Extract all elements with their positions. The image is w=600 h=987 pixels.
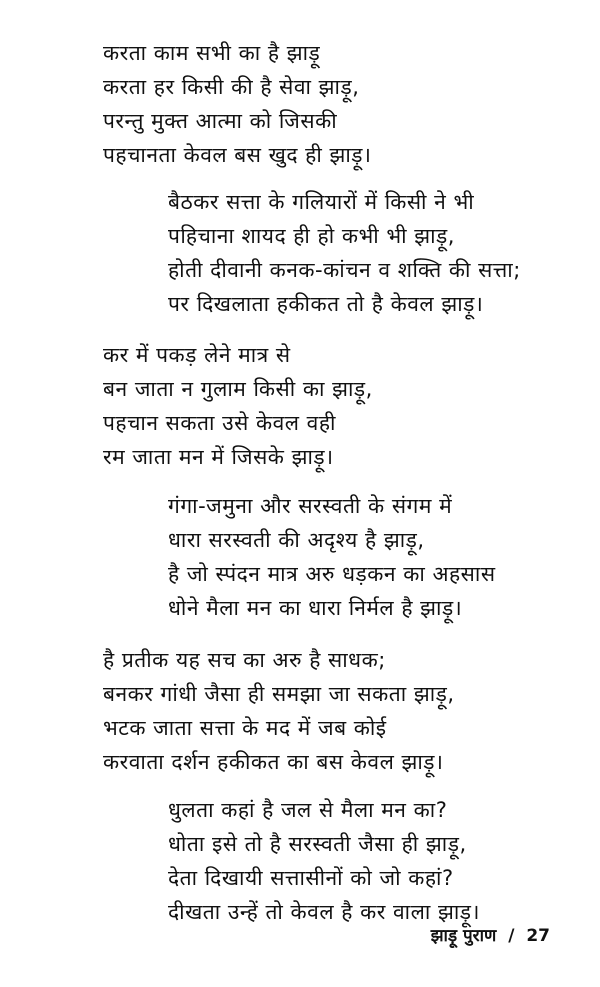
verse-line: है प्रतीक यह सच का अरु है साधक; [103, 648, 386, 672]
verse-line: बैठकर सत्ता के गलियारों में किसी ने भी [168, 190, 475, 214]
verse-line: गंगा-जमुना और सरस्वती के संगम में [168, 494, 453, 518]
verse-line: पहिचाना शायद ही हो कभी भी झाड़ू, [168, 224, 455, 248]
verse-line: करता काम सभी का है झाड़ू [103, 41, 321, 65]
verse-line: करवाता दर्शन हकीकत का बस केवल झाड़ू। [103, 750, 444, 774]
verse-line: करता हर किसी की है सेवा झाड़ू, [103, 75, 360, 99]
verse-line: धोता इसे तो है सरस्वती जैसा ही झाड़ू, [168, 832, 467, 856]
stanza-6 [168, 793, 480, 929]
book-title: झाड़ू पुराण [430, 926, 497, 946]
verse-line: धोने मैला मन का धारा निर्मल है झाड़ू। [168, 596, 463, 620]
verse-line: देता दिखायी सत्तासीनों को जो कहां? [168, 866, 454, 890]
verse-line: रम जाता मन में जिसके झाड़ू। [103, 445, 334, 469]
verse-line: परन्तु मुक्त आत्मा को जिसकी [103, 109, 338, 133]
stanza-5 [103, 643, 455, 779]
verse-line: बनकर गांधी जैसा ही समझा जा सकता झाड़ू, [103, 682, 455, 706]
stanza-3 [103, 338, 373, 474]
footer-separator: / [508, 926, 515, 946]
stanza-2 [168, 185, 521, 321]
verse-line: होती दीवानी कनक-कांचन व शक्ति की सत्ता; [168, 258, 521, 282]
verse-line: धुलता कहां है जल से मैला मन का? [168, 798, 448, 822]
verse-line: पर दिखलाता हकीकत तो है केवल झाड़ू। [168, 292, 484, 316]
verse-line: पहचानता केवल बस खुद ही झाड़ू। [103, 143, 372, 167]
verse-line: धारा सरस्वती की अदृश्य है झाड़ू, [168, 528, 425, 552]
stanza-4 [168, 489, 496, 625]
page-footer [431, 923, 550, 946]
verse-line: कर में पकड़ लेने मात्र से [103, 343, 291, 367]
page-number: 27 [526, 926, 550, 946]
verse-line: दीखता उन्हें तो केवल है कर वाला झाड़ू। [168, 900, 480, 924]
verse-line: बन जाता न गुलाम किसी का झाड़ू, [103, 377, 373, 401]
verse-line: है जो स्पंदन मात्र अरु धड़कन का अहसास [168, 562, 496, 586]
stanza-1 [103, 36, 371, 172]
verse-line: पहचान सकता उसे केवल वही [103, 411, 336, 435]
verse-line: भटक जाता सत्ता के मद में जब कोई [103, 716, 387, 740]
